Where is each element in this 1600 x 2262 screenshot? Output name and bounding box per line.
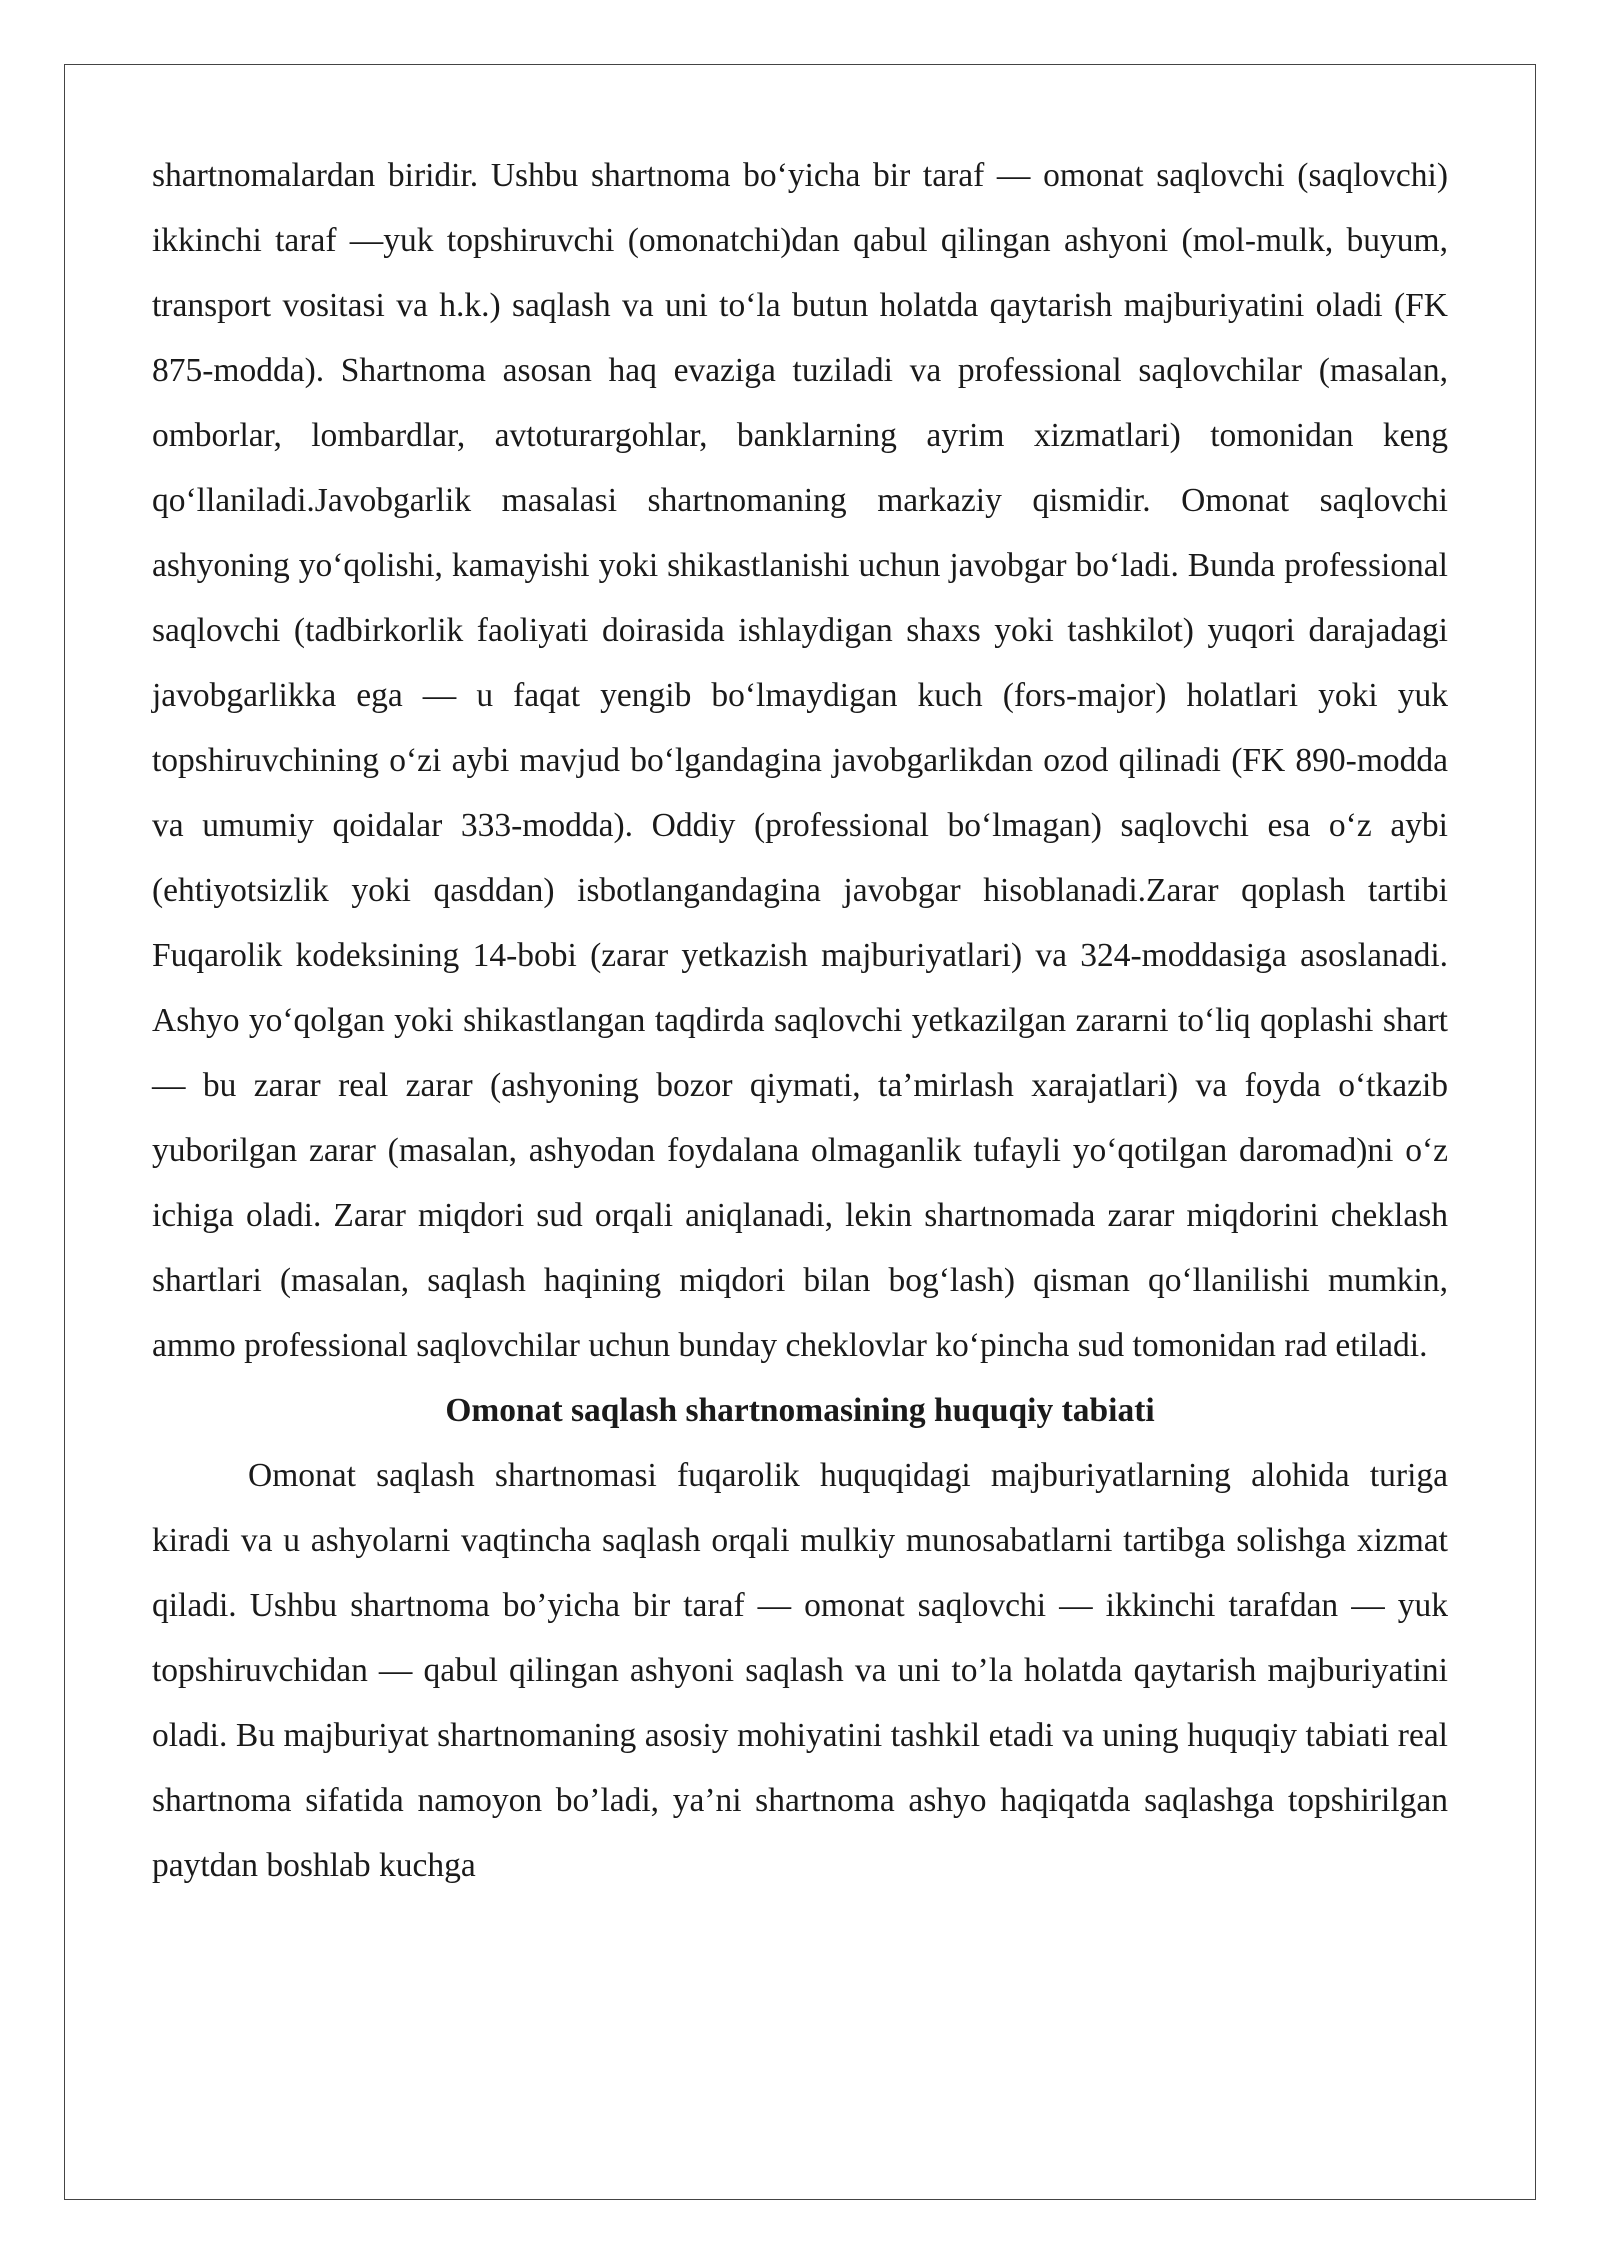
body-paragraph-1: shartnomalardan biridir. Ushbu shartnoma bo‘yicha bir taraf — omonat saqlovchi (saqlovchi) ikkinchi taraf —yuk topshiruvchi (omonatchi)dan qabul qilingan ashyoni (mol-mulk, buyum, transport vositasi va h.k.) saqlash va uni to‘la butun holatda qaytarish majburiyatini oladi (FK 875-modda). Shartnoma asosan haq evaziga tuziladi va professional saqlovchilar (masalan, omborlar, lombardlar, avtoturargohlar, banklarning ayrim xizmatlari) tomonidan keng qo‘llaniladi.Javobgarlik masalasi shartnomaning markaziy qismidir. Omonat saqlovchi ashyoning yo‘qolishi, kamayishi yoki shikastlanishi uchun javobgar bo‘ladi. Bunda professional saqlovchi (tadbirkorlik faoliyati doirasida ishlaydigan shaxs yoki tashkilot) yuqori darajadagi javobgarlikka ega — u faqat yengib bo‘lmaydigan kuch (fors-major) holatlari yoki yuk topshiruvchining o‘zi aybi mavjud bo‘lgandagina javobgarlikdan ozod qilinadi (FK 890-modda va umumiy qoidalar 333-modda). Oddiy (professional bo‘lmagan) saqlovchi esa o‘z aybi (ehtiyotsizlik yoki qasddan) isbotlangandagina javobgar hisoblanadi.Zarar qoplash tartibi Fuqarolik kodeksining 14-bobi (zarar yetkazish majburiyatlari) va 324-moddasiga asoslanadi. Ashyo yo‘qolgan yoki shikastlangan taqdirda saqlovchi yetkazilgan zararni to‘liq qoplashi shart — bu zarar real zarar (ashyoning bozor qiymati, ta’mirlash xarajatlari) va foyda o‘tkazib yuborilgan zarar (masalan, ashyodan foydalana olmaganlik tufayli yo‘qotilgan daromad)ni o‘z ichiga oladi. Zarar miqdori sud orqali aniqlanadi, lekin shartnomada zarar miqdorini cheklash shartlari (masalan, saqlash haqining miqdori bilan bog‘lash) qisman qo‘llanilishi mumkin, ammo professional saqlovchilar uchun bunday cheklovlar ko‘pincha sud tomonidan rad etiladi. xyxy=(152,157,1448,1364)
section-heading: Omonat saqlash shartnomasining huquqiy tabiati xyxy=(445,1392,1155,1429)
body-paragraph-2: Omonat saqlash shartnomasi fuqarolik huquqidagi majburiyatlarning alohida turiga kiradi va u ashyolarni vaqtincha saqlash orqali mulkiy munosabatlarni tartibga solishga xizmat qiladi. Ushbu shartnoma bo’yicha bir taraf — omonat saqlovchi — ikkinchi tarafdan — yuk topshiruvchidan — qabul qilingan ashyoni saqlash va uni to’la holatda qaytarish majburiyatini oladi. Bu majburiyat shartnomaning asosiy mohiyatini tashkil etadi va uning huquqiy tabiati real shartnoma sifatida namoyon bo’ladi, ya’ni shartnoma ashyo haqiqatda saqlashga topshirilgan paytdan boshlab kuchga xyxy=(152,1457,1448,1884)
document-body xyxy=(152,143,1448,1898)
